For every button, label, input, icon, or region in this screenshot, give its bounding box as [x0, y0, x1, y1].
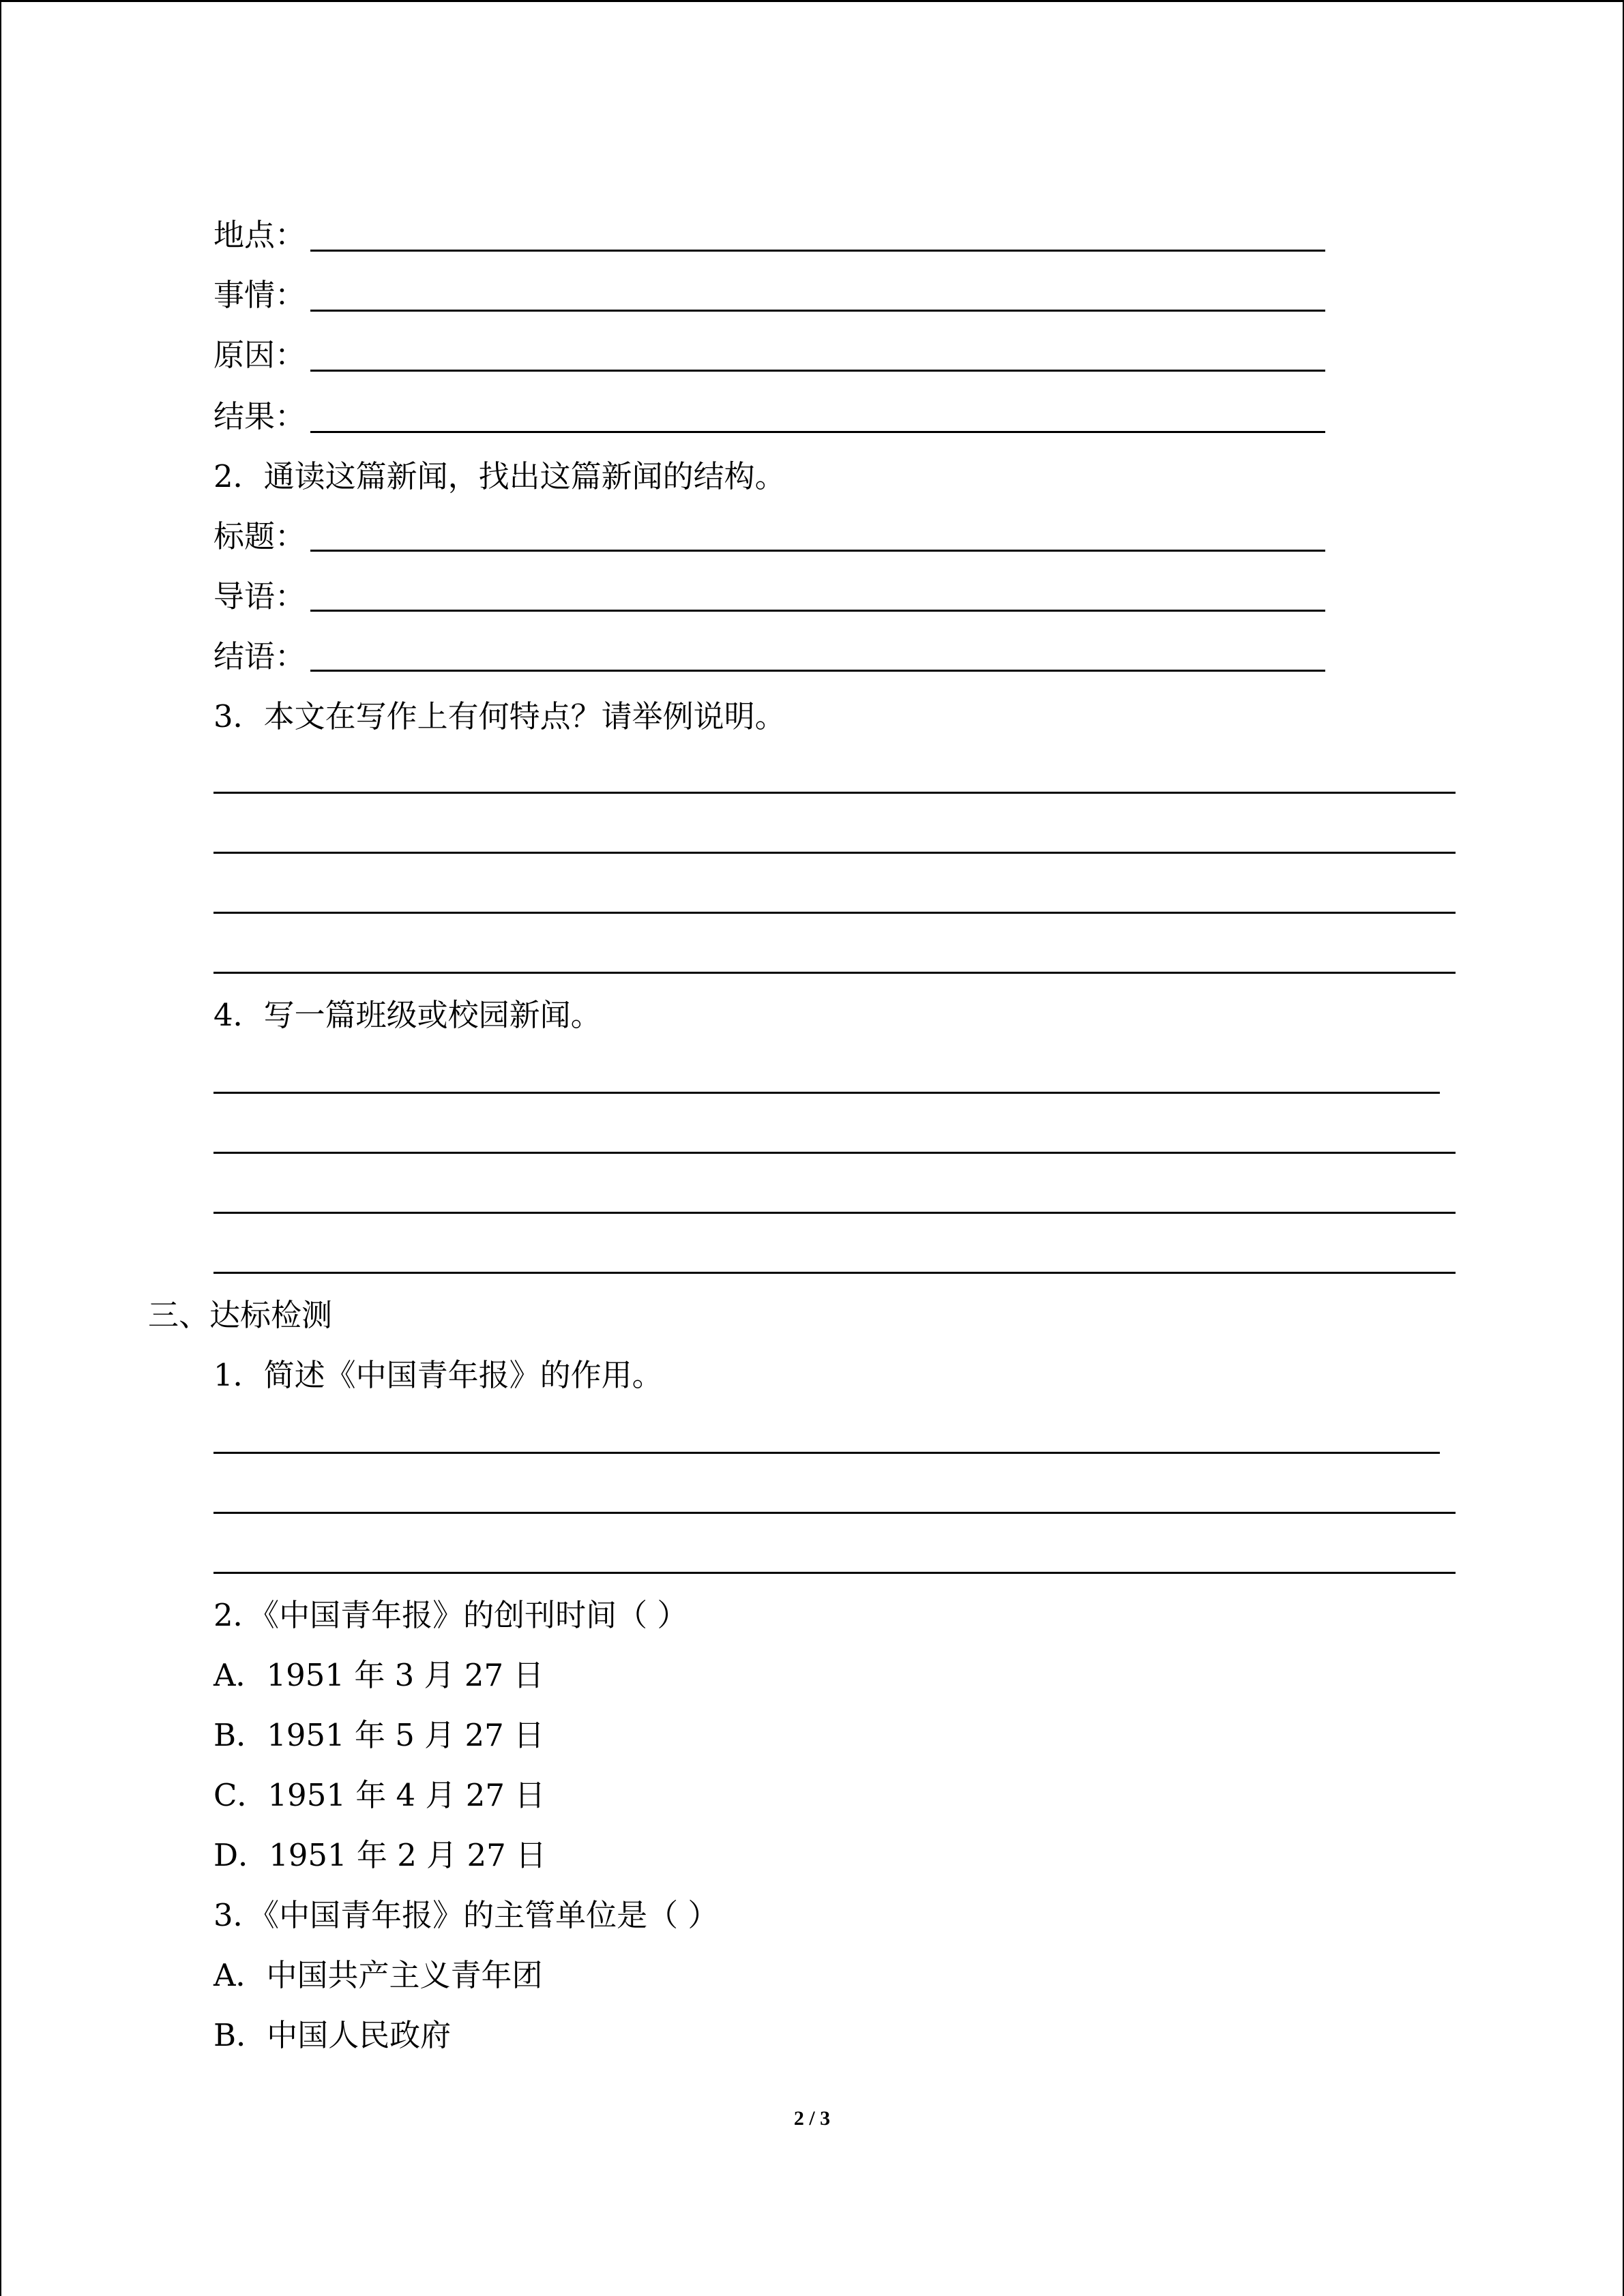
section-3-question-1-text: 1．简述《中国青年报》的作用。 [213, 1357, 663, 1393]
answer-line [213, 1272, 1456, 1274]
field-label-conclusion: 结语： [213, 638, 306, 674]
field-line-conclusion [310, 670, 1325, 672]
section-3-question-2-text: 2．《中国青年报》的创刊时间（ ） [213, 1597, 688, 1633]
page-number: 2 / 3 [793, 2107, 831, 2130]
field-label-result: 结果： [213, 398, 306, 434]
option-b: B．1951 年 5 月 27 日 [213, 1717, 545, 1753]
field-label-cause: 原因： [213, 337, 306, 373]
field-line-location [310, 250, 1325, 252]
field-line-event [310, 310, 1325, 312]
answer-line [213, 972, 1456, 974]
option-a: A．中国共产主义青年团 [213, 1957, 543, 1993]
field-line-result [310, 431, 1325, 433]
field-line-title [310, 550, 1325, 552]
question-4-text: 4．写一篇班级或校园新闻。 [213, 997, 602, 1033]
answer-line [213, 1572, 1456, 1574]
answer-line [213, 1092, 1440, 1094]
answer-line [213, 1152, 1456, 1154]
field-label-title: 标题： [213, 518, 306, 554]
field-label-location: 地点： [213, 217, 306, 253]
answer-line [213, 1512, 1456, 1514]
question-2-text: 2．通读这篇新闻，找出这篇新闻的结构。 [213, 458, 786, 494]
option-b: B．中国人民政府 [213, 2017, 452, 2053]
answer-line [213, 792, 1456, 794]
answer-line [213, 852, 1456, 854]
section-3-question-3-text: 3．《中国青年报》的主管单位是（ ） [213, 1897, 719, 1933]
option-a: A．1951 年 3 月 27 日 [213, 1657, 544, 1693]
question-3-text: 3．本文在写作上有何特点？请举例说明。 [213, 698, 786, 734]
option-c: C．1951 年 4 月 27 日 [213, 1777, 546, 1813]
option-d: D．1951 年 2 月 27 日 [213, 1837, 547, 1873]
field-line-cause [310, 370, 1325, 372]
field-label-event: 事情： [213, 277, 306, 313]
section-title: 三、达标检测 [148, 1297, 333, 1333]
field-label-lead: 导语： [213, 578, 306, 614]
field-line-lead [310, 610, 1325, 612]
answer-line [213, 1452, 1440, 1454]
answer-line [213, 912, 1456, 914]
answer-line [213, 1212, 1456, 1214]
